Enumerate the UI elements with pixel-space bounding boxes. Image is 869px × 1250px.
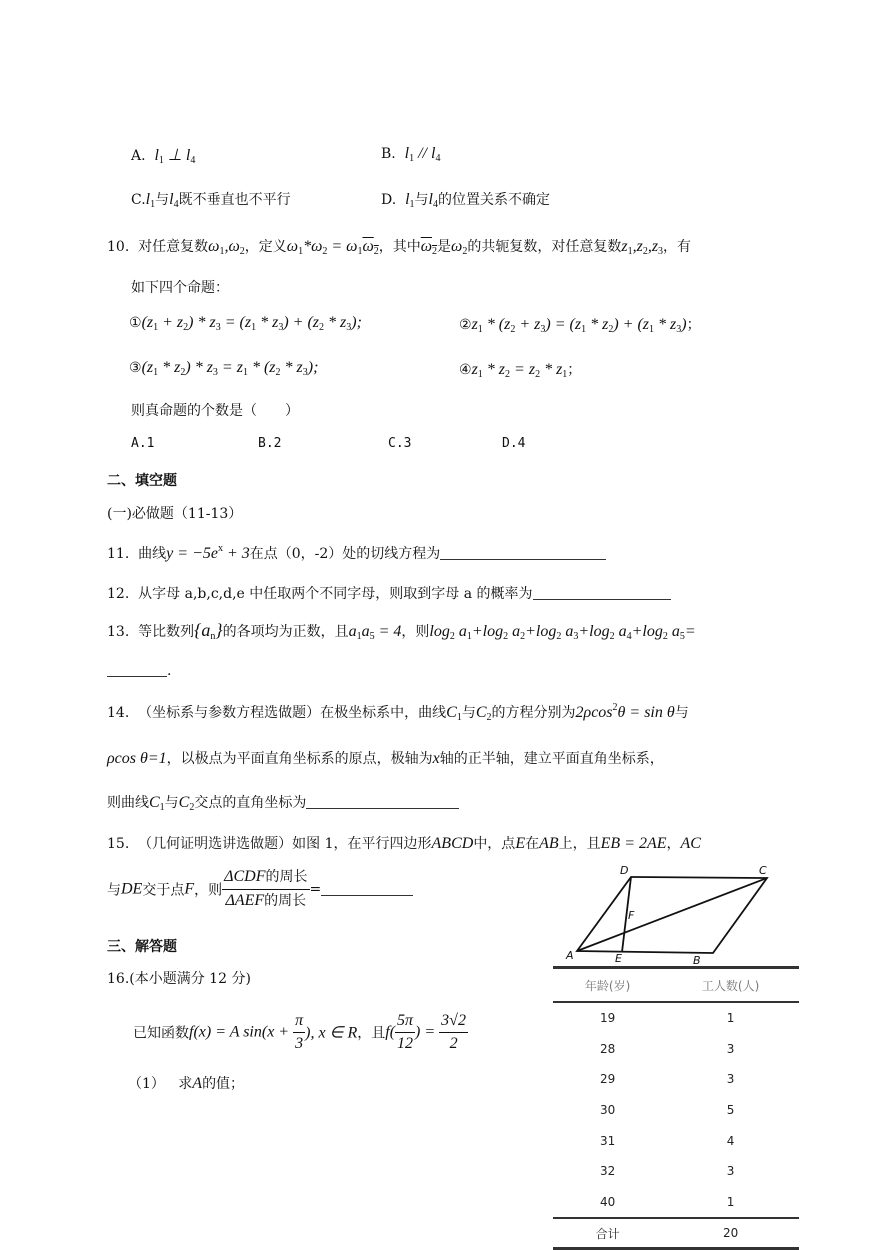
parallelogram-figure <box>560 862 780 964</box>
q10-prop-4: $④z_1 * z_2 = z_2 * z_1$； <box>459 361 582 380</box>
q9-option-d: D. $l_1$与$l_4$的位置关系不确定 <box>381 191 550 210</box>
table-header-count: 工人数(人) <box>662 968 799 1003</box>
q10-prop-1: $①(z_1 + z_2) * z_3 = (z_1 * z_3) + (z_2 * z_3)$; <box>129 314 362 333</box>
q9-option-c: $C.l_1$与$l_4$既不垂直也不平行 <box>131 191 291 210</box>
q10-line1: 10. 对任意复数$\omega_1,\omega_2$，定义$\omega_1*\omega_2 = \omega_1\omega_2$，其中$\omega_2$是$\omega_2$的共轭复数，对任意复数$z_1,z_2,z_3$，有 <box>107 238 692 257</box>
table-row: 40 1 <box>599 1194 735 1209</box>
q16-part1: （1） 求A的值； <box>128 1075 245 1092</box>
q14-line2: ρcos θ=1，以极点为平面直角坐标系的原点，极轴为x轴的正半轴，建立平面直角坐标系， <box>107 750 664 767</box>
q10-choice-c: C.3 <box>388 436 412 451</box>
q10-choice-b: B.2 <box>258 436 282 451</box>
q16-line1: 已知函数f(x) = A sin(x + $\frac{\pi}{3}$ ), x ∈ R，且f( $\frac{5\pi}{12}$ ) = $\frac{3√2}{2}$ <box>133 1012 466 1052</box>
age-table <box>553 966 799 1250</box>
table-row: 28 3 <box>599 1041 735 1056</box>
table-row: 19 1 <box>599 1011 735 1026</box>
q10-choice-a: A.1 <box>131 436 155 451</box>
label-e: E <box>615 952 622 964</box>
q14-line3: 则曲线$C_1$与$C_2$交点的直角坐标为 <box>107 792 459 813</box>
label-a: A <box>566 949 574 962</box>
table-total-row: 合计 20 <box>553 1218 799 1249</box>
q10-prop-3: $③(z_1 * z_2) * z_3 = z_1 * (z_2 * z_3)$; <box>129 359 319 378</box>
section-3-title: 三、解答题 <box>107 939 177 955</box>
q12: 12. 从字母 a,b,c,d,e 中任取两个不同字母，则取到字母 a 的概率为 <box>107 583 671 603</box>
q14-line1: 14. （坐标系与参数方程选做题）在极坐标系中，曲线$C_1$与$C_2$的方程分别为2ρcos$^2$θ = sin θ与 <box>107 702 689 723</box>
q11: 11. 曲线$y = -5e^x + 3$在点（0，-2）处的切线方程为 <box>107 543 606 563</box>
section-2-title: 二、填空题 <box>107 473 177 489</box>
q13-blank: . <box>107 662 171 679</box>
q9-option-a: A. $l_1$ ⊥ $l_4$ <box>131 147 196 166</box>
table-row: 30 5 <box>599 1103 735 1118</box>
section-2-sub: (一)必做题（11-13） <box>107 506 243 522</box>
q10-ask: 则真命题的个数是（ ） <box>131 403 299 419</box>
label-b: B <box>693 954 701 964</box>
q10-line2: 如下四个命题： <box>131 280 229 296</box>
q16-header: 16.(本小题满分 12 分) <box>107 971 251 987</box>
label-d: D <box>620 864 629 877</box>
label-f: F <box>628 909 635 922</box>
q10-prop-2: $②z_1 * (z_2 + z_3) = (z_1 * z_2) + (z_1 * z_3)$； <box>459 316 701 335</box>
q15-line1: 15. （几何证明选讲选做题）如图 1，在平行四边形ABCD中，点E在AB上，且EB = 2AE，AC <box>107 835 701 852</box>
label-c: C <box>759 864 767 877</box>
table-row: 31 4 <box>599 1133 735 1148</box>
table-row: 29 3 <box>599 1072 735 1087</box>
q15-line2: 与DE交于点F，则 $\frac{\text{ΔCDF的周长}}{\text{ΔAEF的周长}}$ = <box>107 866 413 913</box>
diagonal-ac <box>577 878 767 951</box>
q9-option-b: B. $l_1 // l_4$ <box>381 145 441 164</box>
q13: 13. 等比数列$\{a_n\}$的各项均为正数，且$a_1a_5 = 4$，则$\log_2 a_1+\log_2$ $a_2+\log_2$ $a_3+\log_2$ $a_4+\log_2$ $a_5=$ <box>107 620 696 642</box>
table-row: 32 3 <box>599 1164 735 1179</box>
q10-choice-d: D.4 <box>502 436 526 451</box>
table-header-age: 年龄(岁) <box>553 968 662 1003</box>
